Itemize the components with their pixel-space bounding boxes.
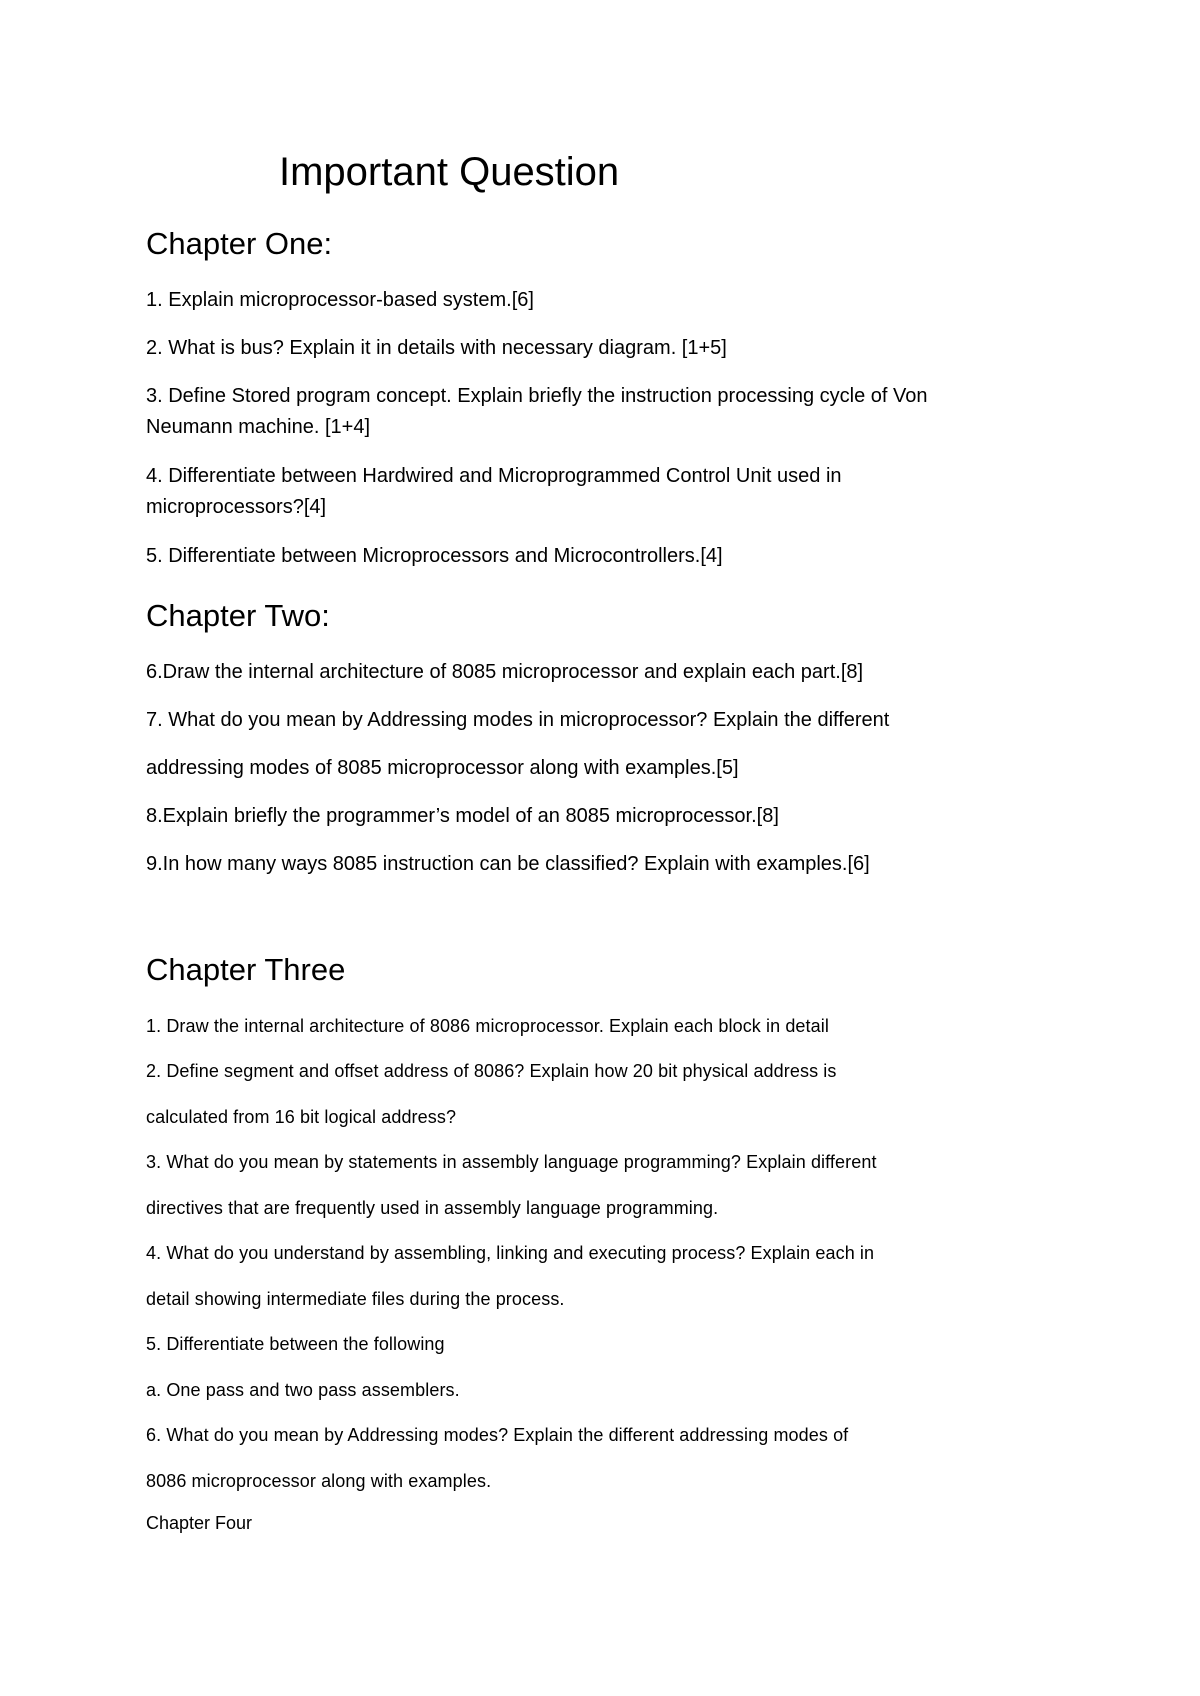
chapter-four-heading: Chapter Four <box>146 1513 253 1533</box>
chapter-three-question-3-line-2: directives that are frequently used in assembly language programming. <box>146 1198 719 1218</box>
chapter-one-question-4 <box>146 461 1046 523</box>
chapter-two-heading: Chapter Two: <box>146 598 330 633</box>
chapter-three-question-5: 5. Differentiate between the following <box>146 1334 445 1354</box>
chapter-one-question-3-line-2: Neumann machine. [1+4] <box>146 416 371 438</box>
chapter-two-question-7-line-1: 7. What do you mean by Addressing modes in microprocessor? Explain the different <box>146 709 890 731</box>
chapter-two-question-6: 6.Draw the internal architecture of 8085 microprocessor and explain each part.[8] <box>146 661 864 683</box>
chapter-three-question-1: 1. Draw the internal architecture of 8086 microprocessor. Explain each block in detail <box>146 1016 829 1036</box>
chapter-one-question-1: 1. Explain microprocessor-based system.[6] <box>146 289 534 311</box>
page-title: Important Question <box>279 150 620 194</box>
chapter-one-question-3-line-1: 3. Define Stored program concept. Explain briefly the instruction processing cycle of Von <box>146 385 928 407</box>
chapter-three-question-4-line-2: detail showing intermediate files during the process. <box>146 1289 565 1309</box>
chapter-one-question-3 <box>146 381 1046 443</box>
chapter-three-question-2-line-2: calculated from 16 bit logical address? <box>146 1107 457 1127</box>
chapter-three-question-6-line-2: 8086 microprocessor along with examples. <box>146 1471 492 1491</box>
chapter-one-question-4-line-2: microprocessors?[4] <box>146 496 327 518</box>
chapter-one-heading: Chapter One: <box>146 226 333 261</box>
chapter-one-question-4-line-1: 4. Differentiate between Hardwired and Microprogrammed Control Unit used in <box>146 465 842 487</box>
chapter-three-question-6-line-1: 6. What do you mean by Addressing modes? Explain the different addressing modes of <box>146 1425 849 1445</box>
chapter-three-question-5a: a. One pass and two pass assemblers. <box>146 1380 460 1400</box>
chapter-one-question-5: 5. Differentiate between Microprocessors and Microcontrollers.[4] <box>146 545 723 567</box>
chapter-two-question-8: 8.Explain briefly the programmer’s model of an 8085 microprocessor.[8] <box>146 805 779 827</box>
chapter-three-question-2-line-1: 2. Define segment and offset address of 8086? Explain how 20 bit physical address is <box>146 1061 837 1081</box>
chapter-three-question-3-line-1: 3. What do you mean by statements in assembly language programming? Explain different <box>146 1152 877 1172</box>
chapter-three-heading: Chapter Three <box>146 952 346 987</box>
chapter-two-question-9: 9.In how many ways 8085 instruction can be classified? Explain with examples.[6] <box>146 853 870 875</box>
chapter-two-question-7-line-2: addressing modes of 8085 microprocessor along with examples.[5] <box>146 757 739 779</box>
chapter-one-question-2: 2. What is bus? Explain it in details with necessary diagram. [1+5] <box>146 337 727 359</box>
chapter-three-question-4-line-1: 4. What do you understand by assembling, linking and executing process? Explain each in <box>146 1243 875 1263</box>
